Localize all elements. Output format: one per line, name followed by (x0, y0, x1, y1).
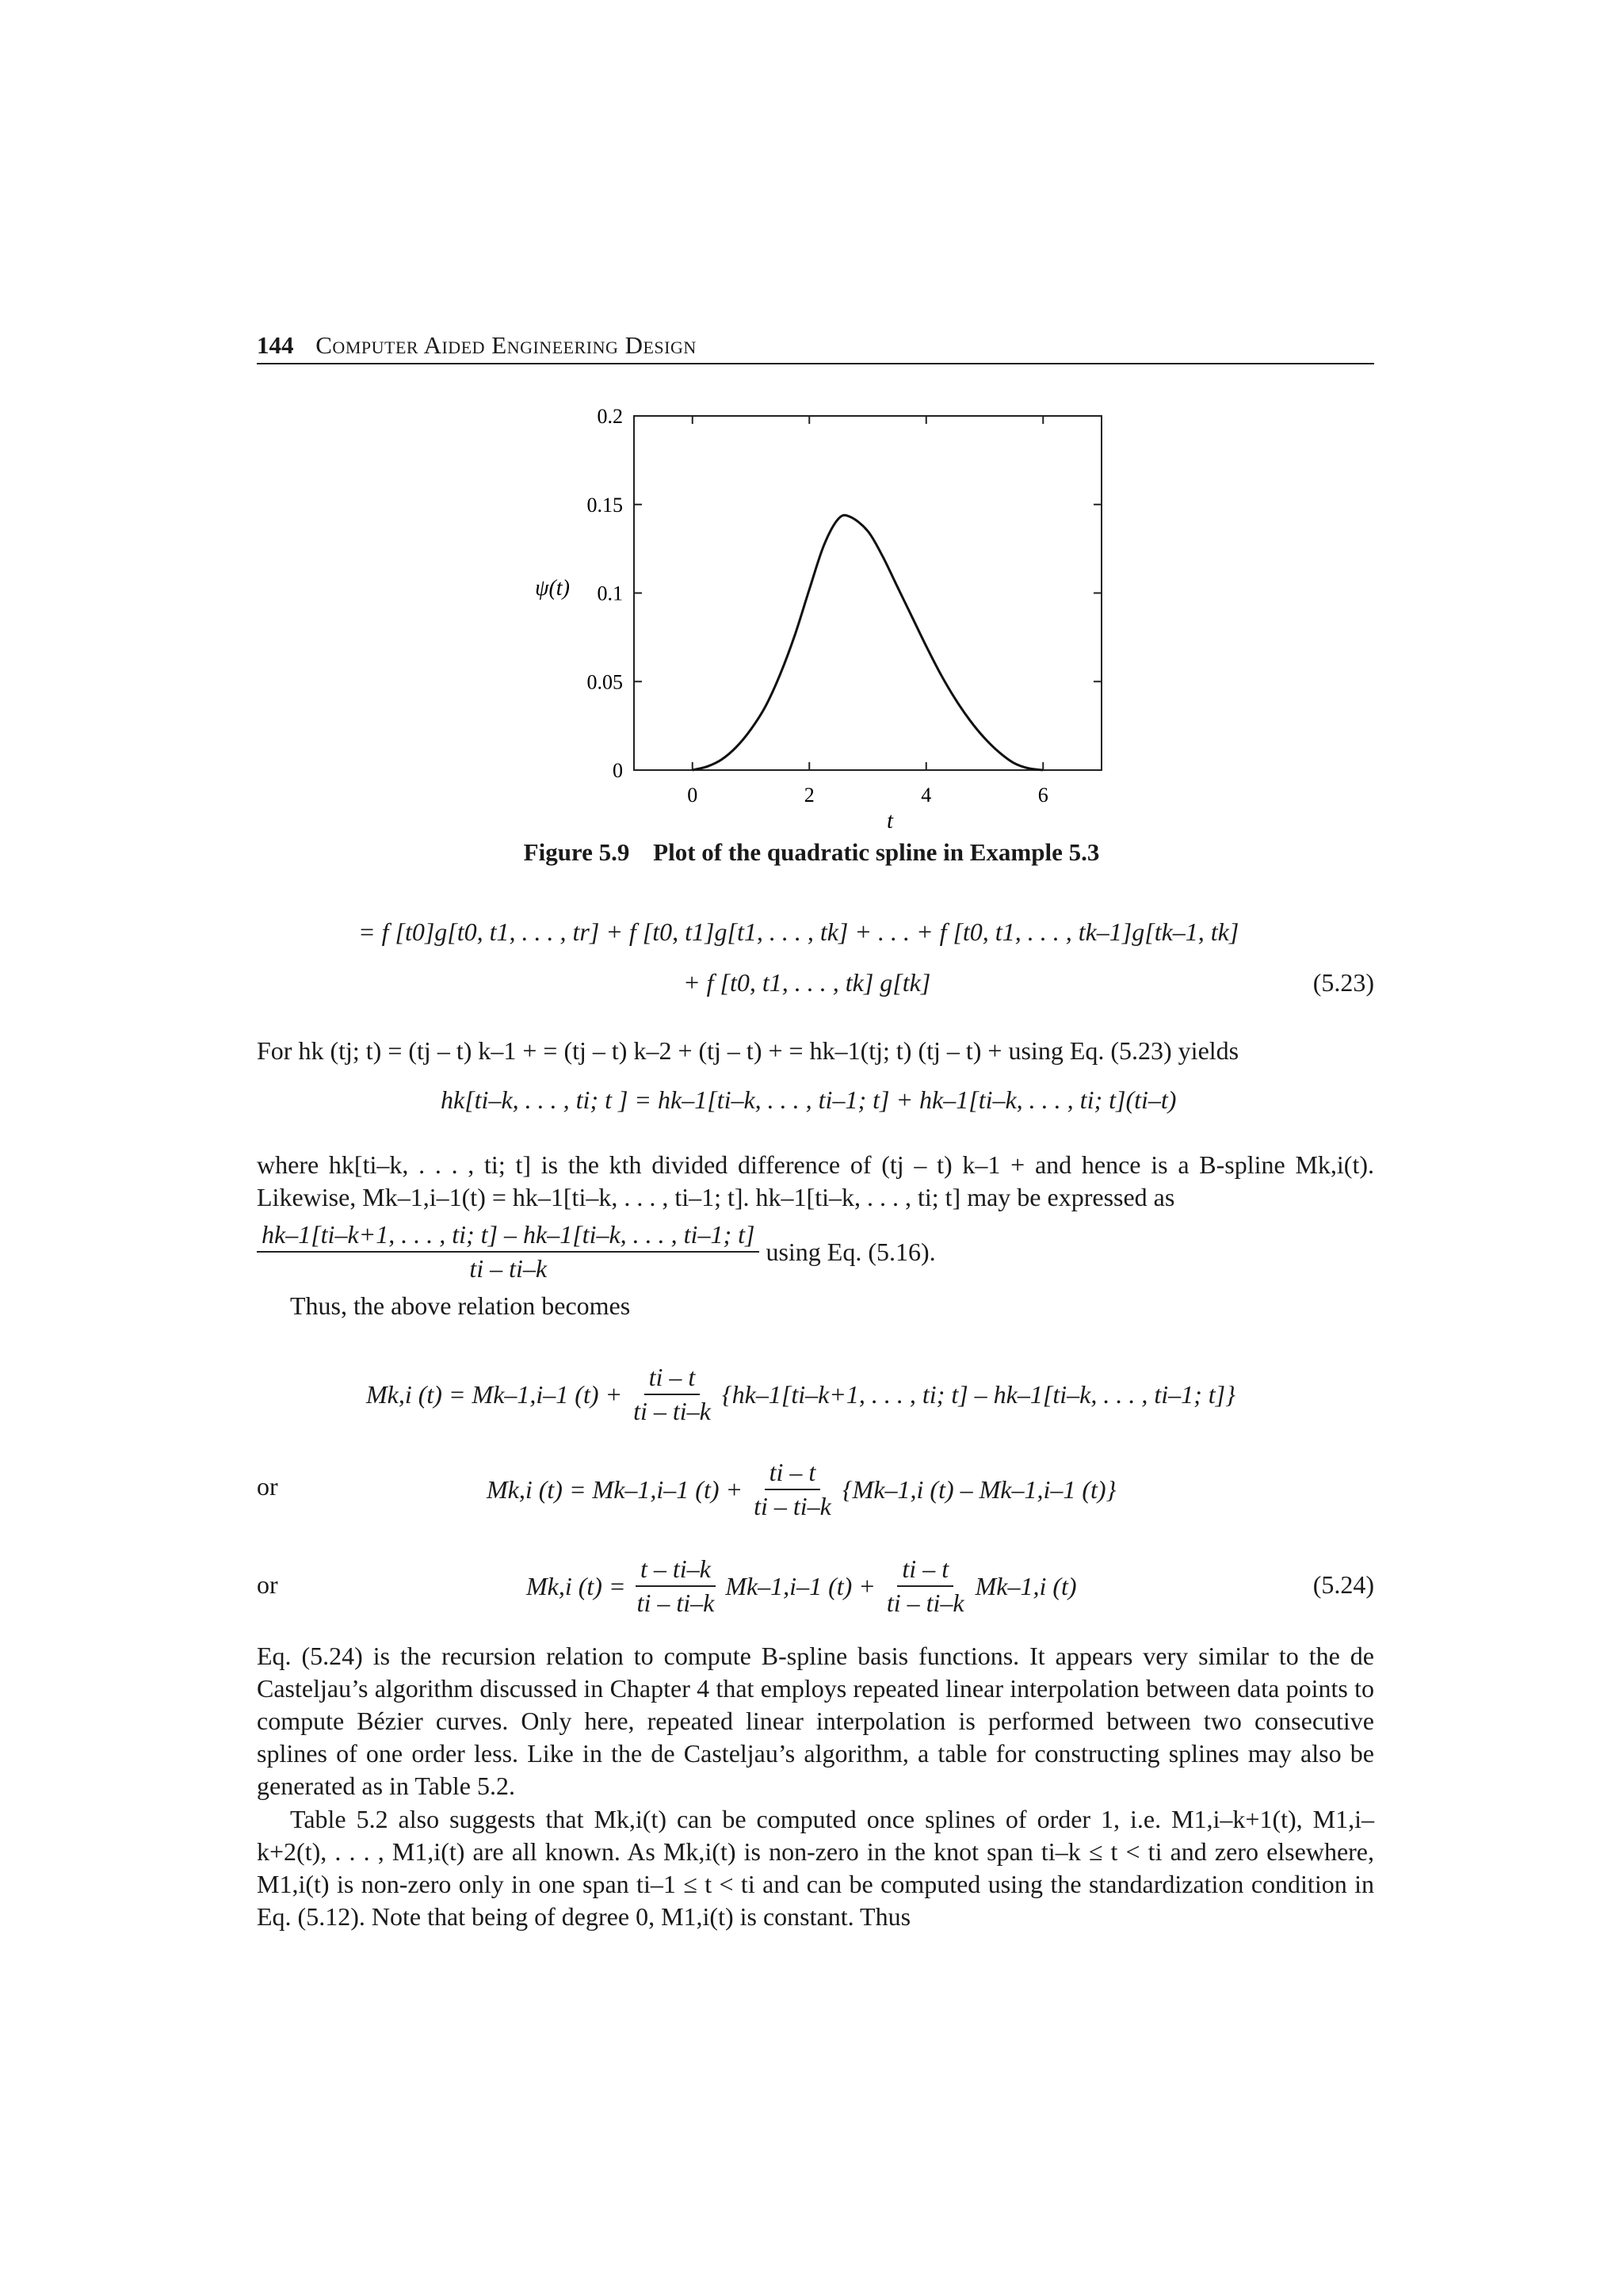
x-tick-label: 4 (921, 784, 932, 807)
y-tick-label: 0 (613, 759, 623, 782)
paragraph-for (257, 1035, 1374, 1067)
page-number: 144 (257, 331, 294, 359)
eq-m2-lhs: Mk,i (t) = Mk–1,i–1 (t) + (487, 1474, 743, 1504)
x-tick-label: 6 (1037, 784, 1048, 807)
paragraph-for-text: For hk (tj; t) = (tj – t) k–1 + = (tj – t) k–2 + (tj – t) + = hk–1(tj; t) (tj – t) + using Eq. (5.23) yields (257, 1036, 1239, 1065)
y-axis-label: ψ(t) (535, 576, 570, 601)
eq-m2-frac-num: ti – t (765, 1458, 821, 1490)
equation-5-23-line1: = f [t0]g[t0, t1, . . . , tr] + f [t0, t1]g[t1, . . . , tk] + . . . + f [t0, t1, . . . , tk–1]g[tk–1, tk] (358, 917, 1239, 946)
paragraph-thus (257, 1290, 1374, 1322)
eq-m3-lhs: Mk,i (t) = (526, 1571, 626, 1600)
paragraph-where (257, 1149, 1374, 1214)
eq-m3-mid: Mk–1,i–1 (t) + (725, 1571, 876, 1600)
paragraph-where-text: where hk[ti–k, . . . , ti; t] is the kth divided difference of (tj – t) k–1 + and hence is a B-spline Mk,i(t). Likewise, Mk–1,i–1(t) = hk–1[ti–k, . . . , ti–1; t]. hk–1[ti–k, . . . , ti; t] may be expressed as (257, 1150, 1374, 1211)
eq-m1-rhs: {hk–1[ti–k+1, . . . , ti; t] – hk–1[ti–k, . . . , ti–1; t]} (721, 1379, 1235, 1409)
y-tick-label: 0.15 (586, 493, 623, 517)
eq-m1-lhs: Mk,i (t) = Mk–1,i–1 (t) + (366, 1379, 623, 1409)
using-eq-516: using Eq. (5.16). (766, 1237, 936, 1266)
fraction-denominator: ti – ti–k (469, 1254, 548, 1283)
or-label-2: or (257, 1570, 278, 1599)
paragraph-recursion (257, 1640, 1374, 1802)
y-tick-label: 0.1 (597, 582, 623, 605)
or-label-1: or (257, 1472, 278, 1501)
paragraph-recursion-text: Eq. (5.24) is the recursion relation to compute B-spline basis functions. It appears very similar to the de Casteljau’s algorithm discussed in Chapter 4 that employs repeated linear interpolation between data points to compute Bézier curves. Only here, repeated linear interpolation is performed between two consecutive splines of one order less. Like in the de Casteljau’s algorithm, a table for constructing splines may also be generated as in Table 5.2. (257, 1642, 1374, 1800)
plot-frame (634, 416, 1102, 770)
equation-number-5-23: (5.23) (1312, 968, 1374, 997)
equation-number-5-24: (5.24) (1312, 1570, 1374, 1599)
eq-m3-frac2-num: ti – t (897, 1554, 953, 1587)
spline-plot (491, 392, 1141, 836)
eq-m3-frac1-num: t – ti–k (636, 1554, 716, 1587)
x-tick-label: 2 (804, 784, 815, 807)
eq-m3-end: Mk–1,i (t) (975, 1571, 1077, 1600)
running-title: Computer Aided Engineering Design (315, 331, 697, 359)
equation-mki-3 (526, 1554, 1077, 1618)
eq-m1-frac-den: ti – ti–k (633, 1397, 711, 1425)
equation-mki-1 (366, 1363, 1235, 1426)
equation-5-23-line2: + f [t0, t1, . . . , tk] g[tk] (683, 968, 931, 997)
figure-caption (0, 838, 1623, 867)
series-line (693, 515, 1044, 770)
figure-caption-text: Plot of the quadratic spline in Example 5.3 (653, 838, 1100, 866)
eq-m3-frac2-den: ti – ti–k (886, 1589, 964, 1617)
paragraph-thus-text: Thus, the above relation becomes (290, 1291, 631, 1320)
paragraph-table-text: Table 5.2 also suggests that Mk,i(t) can be computed once splines of order 1, i.e. M1,i–k+1(t), M1,i–k+2(t), . . . , M1,i(t) are all known. As Mk,i(t) is non-zero in the knot span ti–k ≤ t < ti and zero elsewhere, M1,i(t) is non-zero only in one span ti–1 ≤ t < ti and can be computed using the standardization condition in Eq. (5.12). Note that being of degree 0, M1,i(t) is constant. Thus (257, 1805, 1374, 1931)
y-tick-label: 0.05 (586, 670, 623, 694)
y-ticks (587, 405, 1102, 782)
fraction-numerator: hk–1[ti–k+1, . . . , ti; t] – hk–1[ti–k, . . . , ti–1; t] (257, 1220, 759, 1253)
x-axis-label: t (887, 809, 893, 833)
paragraph-table (257, 1803, 1374, 1933)
eq-m1-frac-num: ti – t (644, 1363, 701, 1395)
eq-m2-rhs: {Mk–1,i (t) – Mk–1,i–1 (t)} (842, 1474, 1117, 1504)
equation-hk: hk[ti–k, . . . , ti; t ] = hk–1[ti–k, . . . , ti–1; t] + hk–1[ti–k, . . . , ti; t](ti–t) (441, 1085, 1177, 1114)
figure-number: Figure 5.9 (523, 838, 630, 866)
x-tick-label: 0 (687, 784, 698, 807)
y-tick-label: 0.2 (597, 405, 623, 428)
eq-m2-frac-den: ti – ti–k (754, 1492, 831, 1520)
running-header (257, 331, 1374, 364)
fraction-expression (257, 1220, 936, 1283)
equation-mki-2 (487, 1458, 1116, 1521)
eq-m3-frac1-den: ti – ti–k (636, 1589, 715, 1617)
